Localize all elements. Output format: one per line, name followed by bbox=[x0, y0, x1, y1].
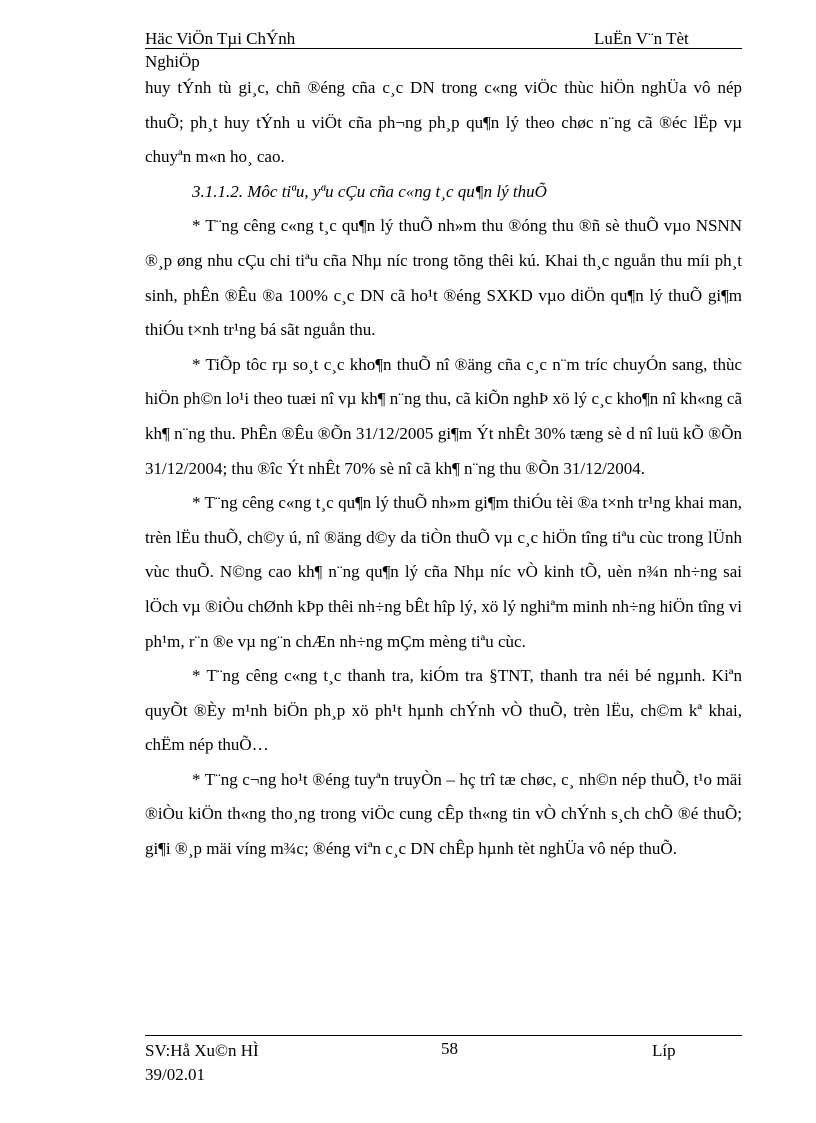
body-paragraph: * T¨ng cêng c«ng t¸c qu¶n lý thuÕ nh»m thu ®óng thu ®ñ sè thuÕ vµo NSNN ®¸p øng nhu cÇu chi tiªu cña Nhµ níc trong tõng thêi kú. Khai th¸c nguån thu míi ph¸t sinh, phÊn ®Êu ®a 100% c¸c DN cã ho¹t ®éng SXKD vµo diÖn qu¶n lý thuÕ gi¶m thiÓu t×nh tr¹ng bá sãt nguån thu. bbox=[145, 216, 742, 340]
header-divider bbox=[145, 48, 742, 49]
page-body bbox=[145, 71, 742, 867]
body-paragraph: * TiÕp tôc rµ so¸t c¸c kho¶n thuÕ nî ®äng cña c¸c n¨m tríc chuyÓn sang, thùc hiÖn ph©n lo¹i theo tuæi nî vµ kh¶ n¨ng thu, cã kiÕn nghÞ xö lý c¸c kho¶n nî kh«ng cã kh¶ n¨ng thu. PhÊn ®Êu ®Õn 31/12/2005 gi¶m Ýt nhÊt 30% tæng sè d nî luü kÕ ®Õn 31/12/2004; thu ®îc Ýt nhÊt 70% sè nî cã kh¶ n¨ng thu ®Õn 31/12/2004. bbox=[145, 354, 742, 478]
header-institution-continued: NghiÖp bbox=[145, 52, 200, 71]
footer-student-name: SV:Hå Xu©n HÌ bbox=[145, 1041, 259, 1060]
footer-class-code: 39/02.01 bbox=[145, 1065, 205, 1084]
header-document-type: LuËn V¨n Tèt bbox=[594, 29, 689, 48]
page-number: 58 bbox=[441, 1039, 458, 1058]
header-institution: Häc ViÖn Tµi ChÝnh bbox=[145, 29, 296, 48]
footer-divider bbox=[145, 1035, 742, 1036]
body-paragraph: * T¨ng c¬ng ho¹t ®éng tuyªn truyÒn – hç trî tæ chøc, c¸ nh©n nép thuÕ, t¹o mäi ®iÒu kiÖn th«ng tho¸ng trong viÖc cung cÊp th«ng tin vÒ chÝnh s¸ch chÕ ®é thuÕ; gi¶i ®¸p mäi víng m¾c; ®éng viªn c¸c DN chÊp hµnh tèt nghÜa vô nép thuÕ. bbox=[145, 769, 742, 859]
section-heading: 3.1.1.2. Môc tiªu, yªu cÇu cña c«ng t¸c qu¶n lý thuÕ bbox=[192, 181, 547, 201]
footer-class-label: Líp bbox=[652, 1041, 676, 1060]
body-paragraph-continuation: huy tÝnh tù gi¸c, chñ ®éng cña c¸c DN trong c«ng viÖc thùc hiÖn nghÜa vô nép thuÕ; ph¸t huy tÝnh u viÖt cña ph¬ng ph¸p qu¶n lý theo chøc n¨ng cã ®éc lËp vµ chuyªn m«n ho¸ cao. bbox=[145, 78, 742, 167]
body-paragraph: * T¨ng cêng c«ng t¸c qu¶n lý thuÕ nh»m gi¶m thiÓu tèi ®a t×nh tr¹ng khai man, trèn lËu thuÕ, ch©y ú, nî ®äng d©y da tiÒn thuÕ vµ c¸c hiÖn tîng tiªu cùc trong lÜnh vùc thuÕ. N©ng cao kh¶ n¨ng qu¶n lý cña Nhµ níc vÒ kinh tÕ, uèn n¾n nh÷ng sai lÖch vµ ®iÒu chØnh kÞp thêi nh÷ng bÊt hîp lý, xö lý nghiªm minh nh÷ng hiÖn tîng vi ph¹m, r¨n ®e vµ ng¨n chÆn nh÷ng mÇm mèng tiªu cùc. bbox=[145, 493, 742, 651]
body-paragraph: * T¨ng cêng c«ng t¸c thanh tra, kiÓm tra §TNT, thanh tra néi bé ngµnh. Kiªn quyÕt ®Èy m¹nh biÖn ph¸p xö ph¹t hµnh chÝnh vÒ thuÕ, trèn lËu, ch©m kª khai, chËm nép thuÕ… bbox=[145, 666, 742, 755]
